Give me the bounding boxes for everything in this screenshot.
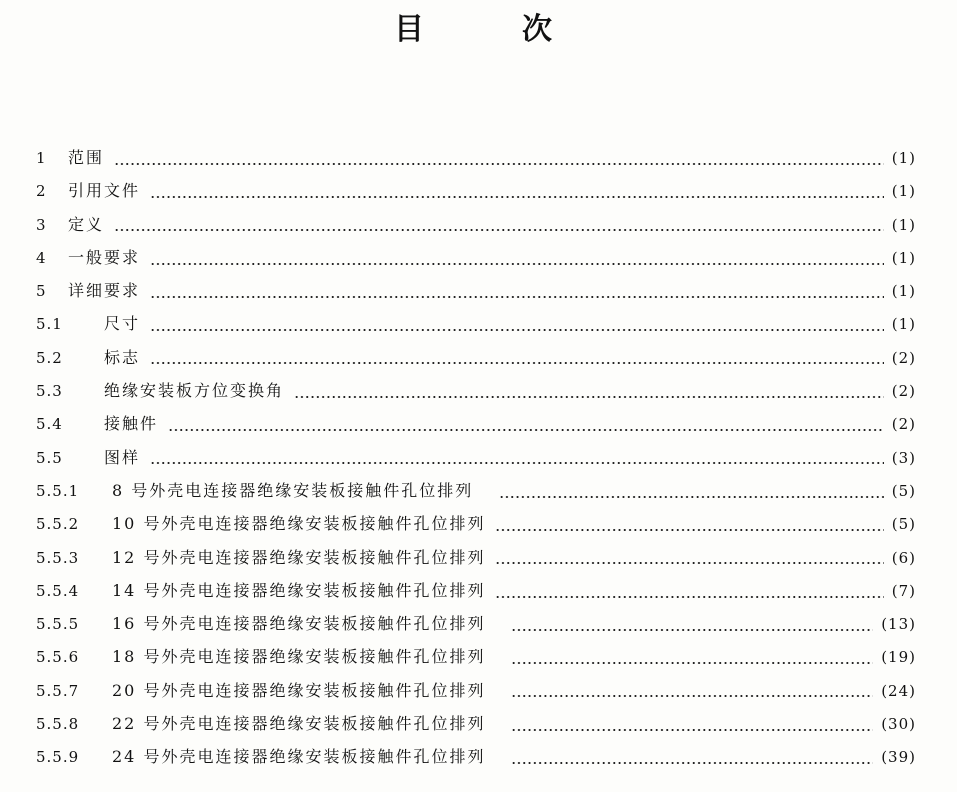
dot-leader <box>150 292 884 302</box>
dot-leader <box>511 625 873 635</box>
toc-entry-page-number: (24) <box>881 681 916 700</box>
toc-entry-number: 5.5 <box>36 448 63 467</box>
dot-leader <box>495 592 883 602</box>
toc-entry-number: 5.5.3 <box>36 548 80 567</box>
toc-entry-number: 5.5.2 <box>36 515 80 534</box>
toc-entry[interactable] <box>36 410 916 443</box>
table-of-contents <box>36 144 916 777</box>
toc-entry-number: 5.5.4 <box>36 581 80 600</box>
toc-entry[interactable] <box>36 577 916 610</box>
toc-entry-number: 5.5.9 <box>36 748 80 767</box>
toc-entry-title: 尺寸 <box>104 314 141 334</box>
dot-leader <box>150 325 884 335</box>
toc-entry-title: 18 号外壳电连接器绝缘安装板接触件孔位排列 <box>112 647 486 667</box>
toc-entry-page-number: (19) <box>881 648 916 667</box>
dot-leader <box>150 192 884 202</box>
toc-entry-number: 1 <box>36 149 47 167</box>
toc-entry-page-number: (2) <box>891 348 916 367</box>
toc-entry-page-number: (3) <box>891 448 916 467</box>
toc-entry-number: 5.5.8 <box>36 715 80 734</box>
toc-entry-number: 5 <box>36 282 47 301</box>
toc-entry-page-number: (1) <box>891 248 916 267</box>
toc-entry-page-number: (7) <box>891 581 916 600</box>
toc-entry-page-number: (1) <box>891 215 916 234</box>
toc-entry-number: 5.5.5 <box>36 615 80 634</box>
toc-entry-page-number: (2) <box>891 382 916 401</box>
dot-leader <box>150 458 884 468</box>
toc-entry[interactable] <box>36 310 916 343</box>
toc-entry-title: 接触件 <box>104 414 159 434</box>
toc-entry-title: 12 号外壳电连接器绝缘安装板接触件孔位排列 <box>112 547 486 567</box>
toc-entry-title: 16 号外壳电连接器绝缘安装板接触件孔位排列 <box>112 614 486 634</box>
title-char-1: 目 <box>394 12 424 47</box>
toc-entry-title: 定义 <box>68 214 105 234</box>
toc-entry-title: 图样 <box>104 447 141 467</box>
page-title <box>0 10 957 50</box>
title-char-2: 次 <box>522 12 552 47</box>
toc-entry-number: 5.3 <box>36 382 63 401</box>
dot-leader <box>168 425 884 435</box>
toc-entry-title: 10 号外壳电连接器绝缘安装板接触件孔位排列 <box>112 514 486 534</box>
toc-entry-page-number: (5) <box>891 515 916 534</box>
toc-entry[interactable] <box>36 743 916 776</box>
dot-leader <box>511 691 873 701</box>
toc-entry-page-number: (2) <box>891 415 916 434</box>
toc-entry[interactable] <box>36 677 916 710</box>
toc-entry-title: 24 号外壳电连接器绝缘安装板接触件孔位排列 <box>112 747 486 767</box>
toc-entry[interactable] <box>36 211 916 244</box>
toc-entry-title: 14 号外壳电连接器绝缘安装板接触件孔位排列 <box>112 580 486 600</box>
toc-entry-title: 范围 <box>68 148 105 167</box>
toc-entry-page-number: (13) <box>881 615 916 634</box>
toc-entry-page-number: (1) <box>891 149 916 167</box>
dot-leader <box>150 358 884 368</box>
toc-entry-page-number: (1) <box>891 182 916 201</box>
toc-entry[interactable] <box>36 244 916 277</box>
dot-leader <box>511 758 873 768</box>
toc-entry-title: 绝缘安装板方位变换角 <box>104 381 285 401</box>
toc-entry[interactable] <box>36 544 916 577</box>
toc-entry-number: 5.5.7 <box>36 681 80 700</box>
toc-entry-title: 20 号外壳电连接器绝缘安装板接触件孔位排列 <box>112 680 486 700</box>
dot-leader <box>294 392 884 402</box>
dot-leader <box>511 725 873 735</box>
toc-entry-number: 3 <box>36 215 47 234</box>
dot-leader <box>495 525 883 535</box>
toc-entry-title: 22 号外壳电连接器绝缘安装板接触件孔位排列 <box>112 714 486 734</box>
toc-entry[interactable] <box>36 444 916 477</box>
toc-entry[interactable] <box>36 477 916 510</box>
toc-entry[interactable] <box>36 144 916 177</box>
toc-entry-title: 详细要求 <box>68 281 141 301</box>
toc-entry-number: 5.2 <box>36 348 63 367</box>
toc-entry-number: 5.5.1 <box>36 481 80 500</box>
toc-entry-number: 5.4 <box>36 415 63 434</box>
toc-entry-title: 引用文件 <box>68 181 141 201</box>
dot-leader <box>114 159 884 169</box>
toc-entry[interactable] <box>36 710 916 743</box>
toc-entry-page-number: (30) <box>881 715 916 734</box>
toc-entry-page-number: (5) <box>891 481 916 500</box>
toc-entry-number: 4 <box>36 248 47 267</box>
toc-entry-number: 5.1 <box>36 315 63 334</box>
toc-entry[interactable] <box>36 177 916 210</box>
toc-entry-number: 5.5.6 <box>36 648 80 667</box>
toc-entry-number: 2 <box>36 182 47 201</box>
toc-entry[interactable] <box>36 377 916 410</box>
toc-entry-title: 一般要求 <box>68 247 141 267</box>
dot-leader <box>150 259 884 269</box>
dot-leader <box>495 558 883 568</box>
toc-entry[interactable] <box>36 344 916 377</box>
toc-entry-page-number: (6) <box>891 548 916 567</box>
toc-entry-title: 标志 <box>104 347 141 367</box>
dot-leader <box>114 225 884 235</box>
toc-entry-page-number: (1) <box>891 315 916 334</box>
toc-entry[interactable] <box>36 643 916 676</box>
toc-entry[interactable] <box>36 610 916 643</box>
toc-entry-title: 8 号外壳电连接器绝缘安装板接触件孔位排列 <box>112 480 474 500</box>
toc-entry-page-number: (1) <box>891 282 916 301</box>
toc-entry[interactable] <box>36 277 916 310</box>
dot-leader <box>511 658 873 668</box>
dot-leader <box>499 492 883 502</box>
toc-entry-page-number: (39) <box>881 748 916 767</box>
toc-entry[interactable] <box>36 510 916 543</box>
